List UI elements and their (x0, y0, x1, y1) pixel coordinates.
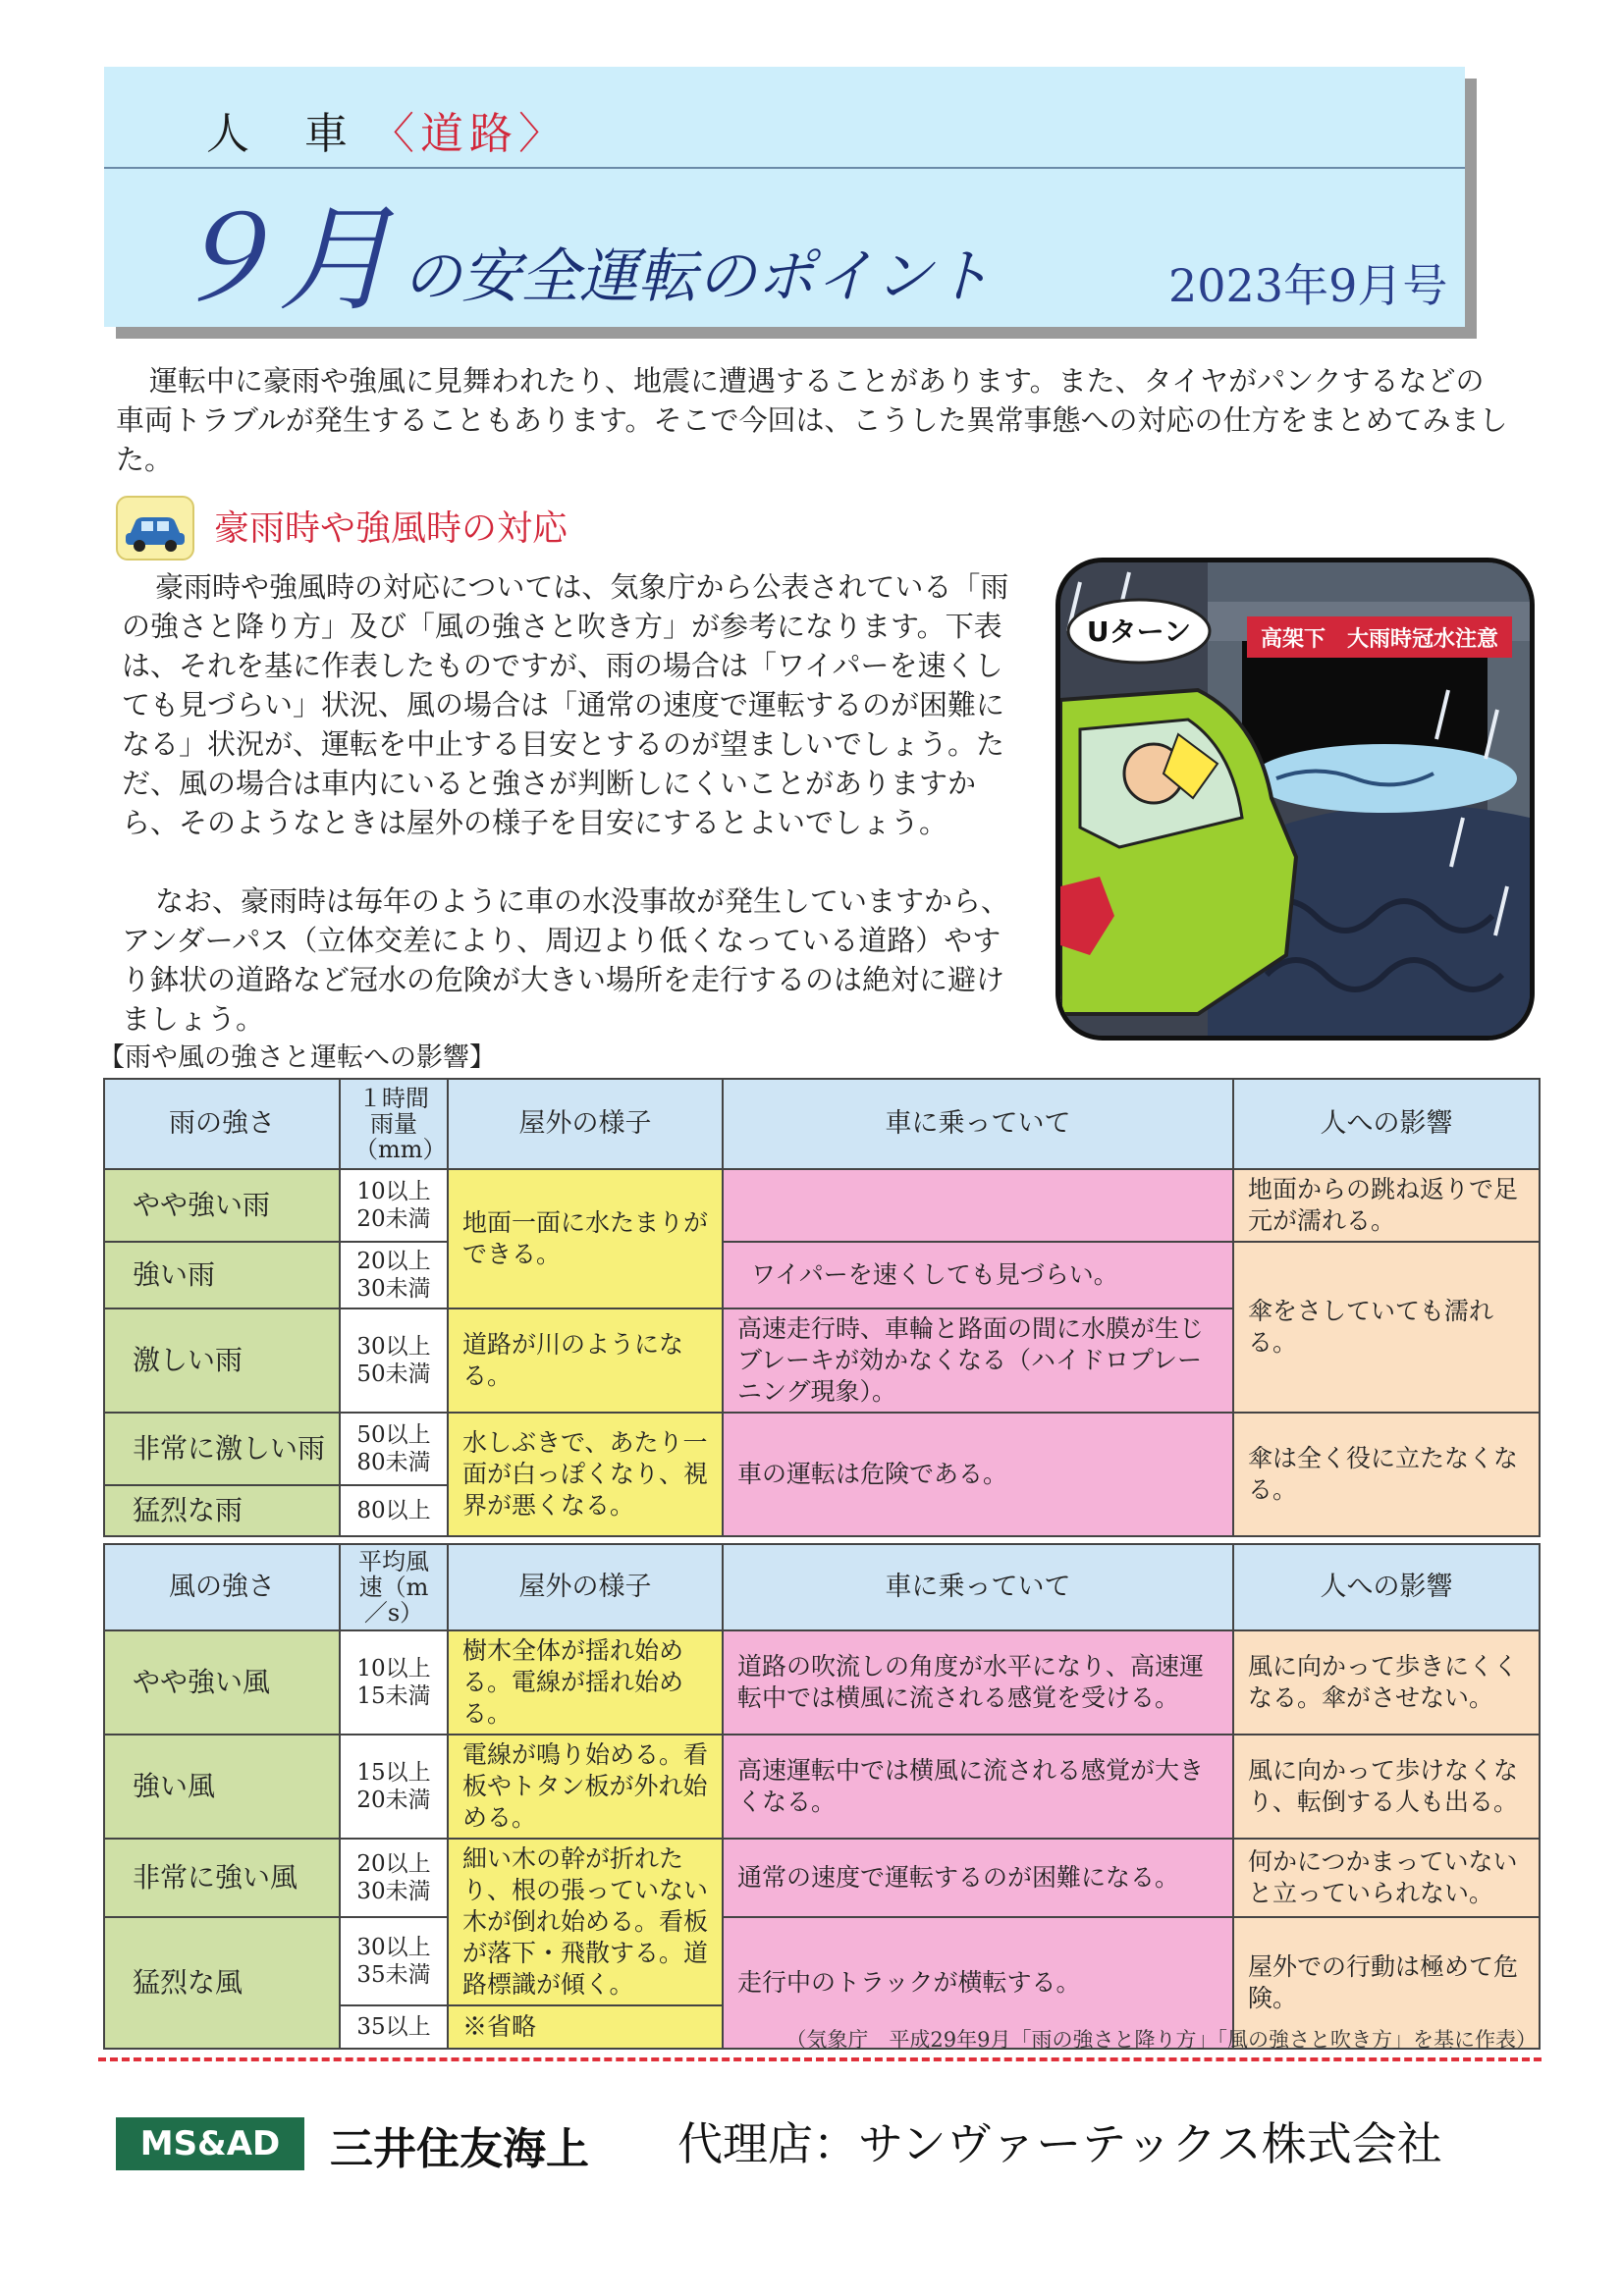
header-title: の安全運転のポイント (403, 242, 992, 311)
section-paragraph-1: 豪雨時や強風時の対応については、気象庁から公表されている「雨の強さと降り方」及び「風の強さと吹き方」が参考になります。下表は、それを基に作表したものですが、雨の場合は「ワイパーを速くしても見づらい」状況、風の場合は「通常の速度で運転するのが困難になる」状況が、運転を中止する目安とするのが望ましいでしょう。ただ、風の場合は車内にいると強さが判断しにくいことがありますから、そのようなときは屋外の様子を目安にするとよいでしょう。 (122, 570, 1009, 839)
rain-outdoor: 道路が川のようになる。 (448, 1308, 723, 1413)
wind-speed: 35以上 (340, 2005, 448, 2049)
rain-label: 激しい雨 (104, 1308, 340, 1413)
rain-label: 強い雨 (104, 1242, 340, 1308)
wind-outdoor: ※省略 (448, 2005, 723, 2049)
wind-strength-table (103, 1543, 1541, 2050)
category-road: 〈道路〉 (371, 109, 568, 159)
wind-label: 非常に強い風 (104, 1839, 340, 1917)
rain-header-strength: 雨の強さ (104, 1079, 340, 1169)
company-logo: 三井住友海上 (330, 2124, 589, 2174)
rain-outdoor: 地面一面に水たまりができる。 (448, 1169, 723, 1308)
wind-outdoor: 樹木全体が揺れ始める。電線が揺れ始める。 (448, 1630, 723, 1735)
wind-person: 何かにつかまっていないと立っていられない。 (1233, 1839, 1540, 1917)
intro-paragraph: 運転中に豪雨や強風に見舞われたり、地震に遭遇することがあります。また、タイヤがパンクするなどの車両トラブルが発生することもあります。そこで今回は、こうした異常事態への対応の仕方をまとめてみました。 (116, 364, 1508, 476)
agent-name: 代理店：サンヴァーテックス株式会社 (677, 2117, 1442, 2170)
wind-speed: 30以上 35未満 (340, 1917, 448, 2005)
rain-header-in-car: 車に乗っていて (723, 1079, 1233, 1169)
header-category (206, 98, 568, 161)
wind-header-person: 人への影響 (1233, 1544, 1540, 1630)
header-divider (104, 167, 1465, 169)
speech-bubble-text: Uターン (1086, 615, 1192, 648)
wind-label: やや強い風 (104, 1630, 340, 1735)
rain-person: 傘は全く役に立たなくなる。 (1233, 1413, 1540, 1536)
wind-label: 猛烈な風 (104, 1917, 340, 2049)
msad-logo: MS&AD (116, 2117, 304, 2170)
wind-person: 風に向かって歩けなくなり、転倒する人も出る。 (1233, 1735, 1540, 1839)
rain-person: 地面からの跳ね返りで足元が濡れる。 (1233, 1169, 1540, 1242)
wind-person: 風に向かって歩きにくくなる。傘がさせない。 (1233, 1630, 1540, 1735)
rain-label: 猛烈な雨 (104, 1485, 340, 1536)
rain-amount: 50以上 80未満 (340, 1413, 448, 1485)
rain-in-car: ワイパーを速くしても見づらい。 (723, 1242, 1233, 1308)
wind-speed: 10以上 15未満 (340, 1630, 448, 1735)
rain-header-amount: １時間雨量（mm） (340, 1079, 448, 1169)
wind-speed: 20以上 30未満 (340, 1839, 448, 1917)
rain-amount: 80以上 (340, 1485, 448, 1536)
cut-line (98, 2057, 1542, 2061)
wind-in-car: 道路の吹流しの角度が水平になり、高速運転中では横風に流される感覚を受ける。 (723, 1630, 1233, 1735)
wind-header-speed: 平均風速（m／s） (340, 1544, 448, 1630)
section-title: 豪雨時や強風時の対応 (214, 508, 568, 549)
car-icon (116, 496, 194, 561)
table-caption: 【雨や風の強さと運転への影響】 (98, 1042, 496, 1073)
rain-person: 傘をさしていても濡れる。 (1233, 1242, 1540, 1413)
rain-label: やや強い雨 (104, 1169, 340, 1242)
rain-amount: 20以上 30未満 (340, 1242, 448, 1308)
rain-header-person: 人への影響 (1233, 1079, 1540, 1169)
wind-person: 屋外での行動は極めて危険。 (1233, 1917, 1540, 2049)
header-month: ９月 (162, 191, 395, 327)
wind-in-car: 通常の速度で運転するのが困難になる。 (723, 1839, 1233, 1917)
wind-in-car: 走行中のトラックが横転する。 (723, 1917, 1233, 2049)
rain-in-car (723, 1169, 1233, 1242)
wind-in-car: 高速運転中では横風に流される感覚が大きくなる。 (723, 1735, 1233, 1839)
warning-sign-text: 高架下 大雨時冠水注意 (1260, 627, 1499, 652)
rain-in-car: 高速走行時、車輪と路面の間に水膜が生じブレーキが効かなくなる（ハイドロプレーニング現象）。 (723, 1308, 1233, 1413)
rain-amount: 10以上 20未満 (340, 1169, 448, 1242)
rain-header-outdoor: 屋外の様子 (448, 1079, 723, 1169)
section-paragraph-2: なお、豪雨時は毎年のように車の水没事故が発生していますから、アンダーパス（立体交差により、周辺より低くなっている道路）やすり鉢状の道路など冠水の危険が大きい場所を走行するのは絶対に避けましょう。 (122, 884, 1010, 1036)
rain-label: 非常に激しい雨 (104, 1413, 340, 1485)
issue-date: 2023年9月号 (1168, 259, 1448, 312)
wind-header-strength: 風の強さ (104, 1544, 340, 1630)
rain-in-car: 車の運転は危険である。 (723, 1413, 1233, 1536)
wind-header-in-car: 車に乗っていて (723, 1544, 1233, 1630)
category-prefix: 人 車 (206, 109, 353, 159)
wind-header-outdoor: 屋外の様子 (448, 1544, 723, 1630)
rain-outdoor: 水しぶきで、あたり一面が白っぽくなり、視界が悪くなる。 (448, 1413, 723, 1536)
source-note: （気象庁 平成29年9月「雨の強さと降り方」「風の強さと吹き方」を基に作表） (785, 2028, 1537, 2052)
flooded-underpass-illustration (1055, 558, 1535, 1041)
rain-amount: 30以上 50未満 (340, 1308, 448, 1413)
wind-outdoor: 細い木の幹が折れたり、根の張っていない木が倒れ始める。看板が落下・飛散する。道路標識が傾く。 (448, 1839, 723, 2005)
wind-outdoor: 電線が鳴り始める。看板やトタン板が外れ始める。 (448, 1735, 723, 1839)
rain-strength-table (103, 1078, 1541, 1537)
wind-speed: 15以上 20未満 (340, 1735, 448, 1839)
wind-label: 強い風 (104, 1735, 340, 1839)
